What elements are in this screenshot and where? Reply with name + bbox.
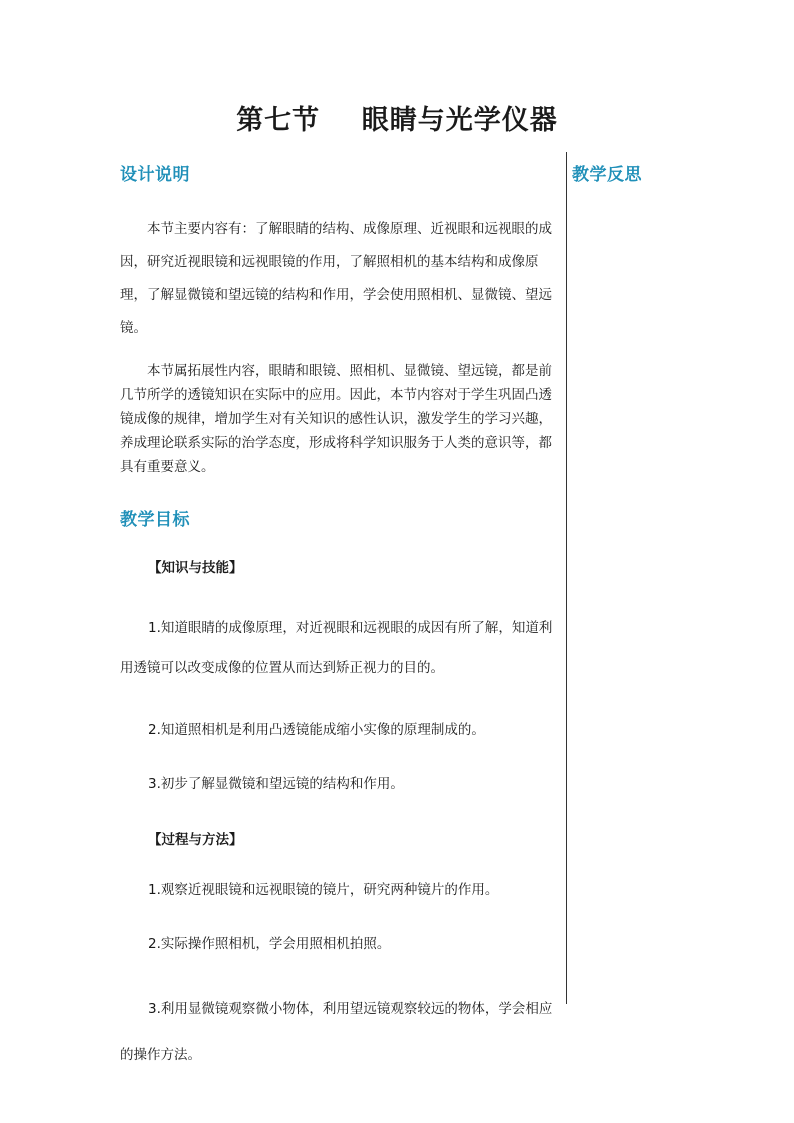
- reflection-heading: 教学反思: [572, 165, 642, 185]
- knowledge-item-1: 1.知道眼睛的成像原理，对近视眼和远视眼的成因有所了解，知道利用透镜可以改变成像的位置从而达到矫正视力的目的。: [120, 620, 553, 676]
- process-item-3: 3.利用显微镜观察微小物体，利用望远镜观察较远的物体，学会相应的操作方法。: [120, 1001, 553, 1063]
- objectives-heading: 教学目标: [120, 510, 190, 530]
- knowledge-skills-label: 【知识与技能】: [148, 560, 243, 576]
- design-heading: 设计说明: [120, 165, 190, 185]
- column-divider: [566, 152, 567, 1004]
- process-item-1: 1.观察近视眼镜和远视眼镜的镜片，研究两种镜片的作用。: [148, 882, 499, 898]
- process-methods-label: 【过程与方法】: [148, 832, 243, 848]
- process-item-2: 2.实际操作照相机，学会用照相机拍照。: [148, 936, 391, 952]
- main-column: [120, 160, 560, 1078]
- page-title: 第七节 眼睛与光学仪器: [236, 105, 558, 136]
- knowledge-item-2: 2.知道照相机是利用凸透镜能成缩小实像的原理制成的。: [148, 722, 485, 738]
- design-paragraph-1: 本节主要内容有：了解眼睛的结构、成像原理、近视眼和远视眼的成因，研究近视眼镜和远视眼镜的作用，了解照相机的基本结构和成像原理，了解显微镜和望远镜的结构和作用，学会使用照相机、显微镜、望远镜。: [120, 221, 552, 336]
- reflection-column: [572, 160, 642, 185]
- knowledge-item-3: 3.初步了解显微镜和望远镜的结构和作用。: [148, 776, 404, 792]
- design-paragraph-2: 本节属拓展性内容，眼睛和眼镜、照相机、显微镜、望远镜，都是前几节所学的透镜知识在实际中的应用。因此，本节内容对于学生巩固凸透镜成像的规律，增加学生对有关知识的感性认识，激发学生的学习兴趣，养成理论联系实际的治学态度，形成将科学知识服务于人类的意识等，都具有重要意义。: [120, 363, 552, 475]
